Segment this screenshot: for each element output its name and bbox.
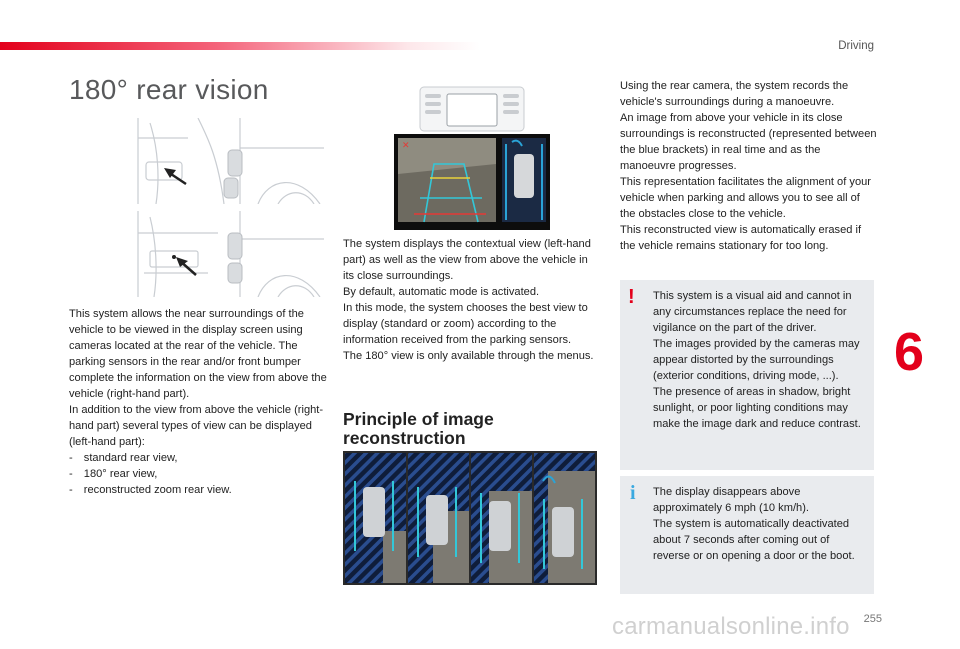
info-box <box>620 476 874 594</box>
rear-camera-text: Using the rear camera, the system records the vehicle's surroundings during a manoeuvre. An image from above your vehicle in its close surroundings is reconstructed (represented between the blue brackets) in real time and as the manoeuvre progresses. This representation facilitates the alignment of your vehicle when parking and allows you to see all of the obstacles close to the vehicle. This reconstructed view is automatically erased if the vehicle remains stationary for too long. <box>620 80 877 252</box>
van-rear-camera-illustration-bottom <box>128 211 324 297</box>
page-number: 255 <box>863 613 882 625</box>
header-red-bar <box>0 42 480 50</box>
info-icon: i <box>630 482 636 504</box>
image-reconstruction-illustration <box>343 451 597 585</box>
warning-text: This system is a visual aid and cannot in any circumstances replace the need for vigilance on the part of the driver. The images provided by the cameras may appear distorted by the surroundings (exterior conditions, driving mode, ...). The presence of areas in shadow, bright sunlight, or poor lighting conditions may make the image dark and reduce contrast. <box>653 290 861 430</box>
rear-camera-display-image <box>394 134 550 230</box>
watermark-text: carmanualsonline.info <box>612 613 850 640</box>
warning-exclamation-icon: ! <box>628 286 635 308</box>
contextual-view-text: The system displays the contextual view (left-hand part) as well as the view from above the vehicle in its close surroundings. By default, automatic mode is activated. In this mode, the system chooses the best view to display (standard or zoom) according to the information received from the parking sensors. The 180° view is only available through the menus. <box>343 238 594 362</box>
dashboard-screen-illustration <box>419 86 525 132</box>
info-text: The display disappears above approximately 6 mph (10 km/h). The system is automatically deactivated about 7 seconds after coming out of reverse or on opening a door or the boot. <box>653 486 855 562</box>
section-heading-image-reconstruction: Principle of image reconstruction <box>343 409 494 448</box>
svg-text:✕: ✕ <box>402 140 410 150</box>
chapter-label: Driving <box>838 40 874 52</box>
page-title: 180° rear vision <box>69 74 269 105</box>
chapter-number: 6 <box>894 322 925 382</box>
warning-box <box>620 280 874 470</box>
van-rear-camera-illustration-top <box>128 118 324 204</box>
intro-text: This system allows the near surroundings of the vehicle to be viewed in the display screen using cameras located at the rear of the vehicle. The parking sensors in the rear and/or front bumper complete the information on the view from above the vehicle (right-hand part). In addition to the view from above the vehicle (right-hand part) several types of view can be displayed (left-hand part): - standard rear view, - 180° rear view, - reconstructed zoom rear view. <box>69 308 327 496</box>
